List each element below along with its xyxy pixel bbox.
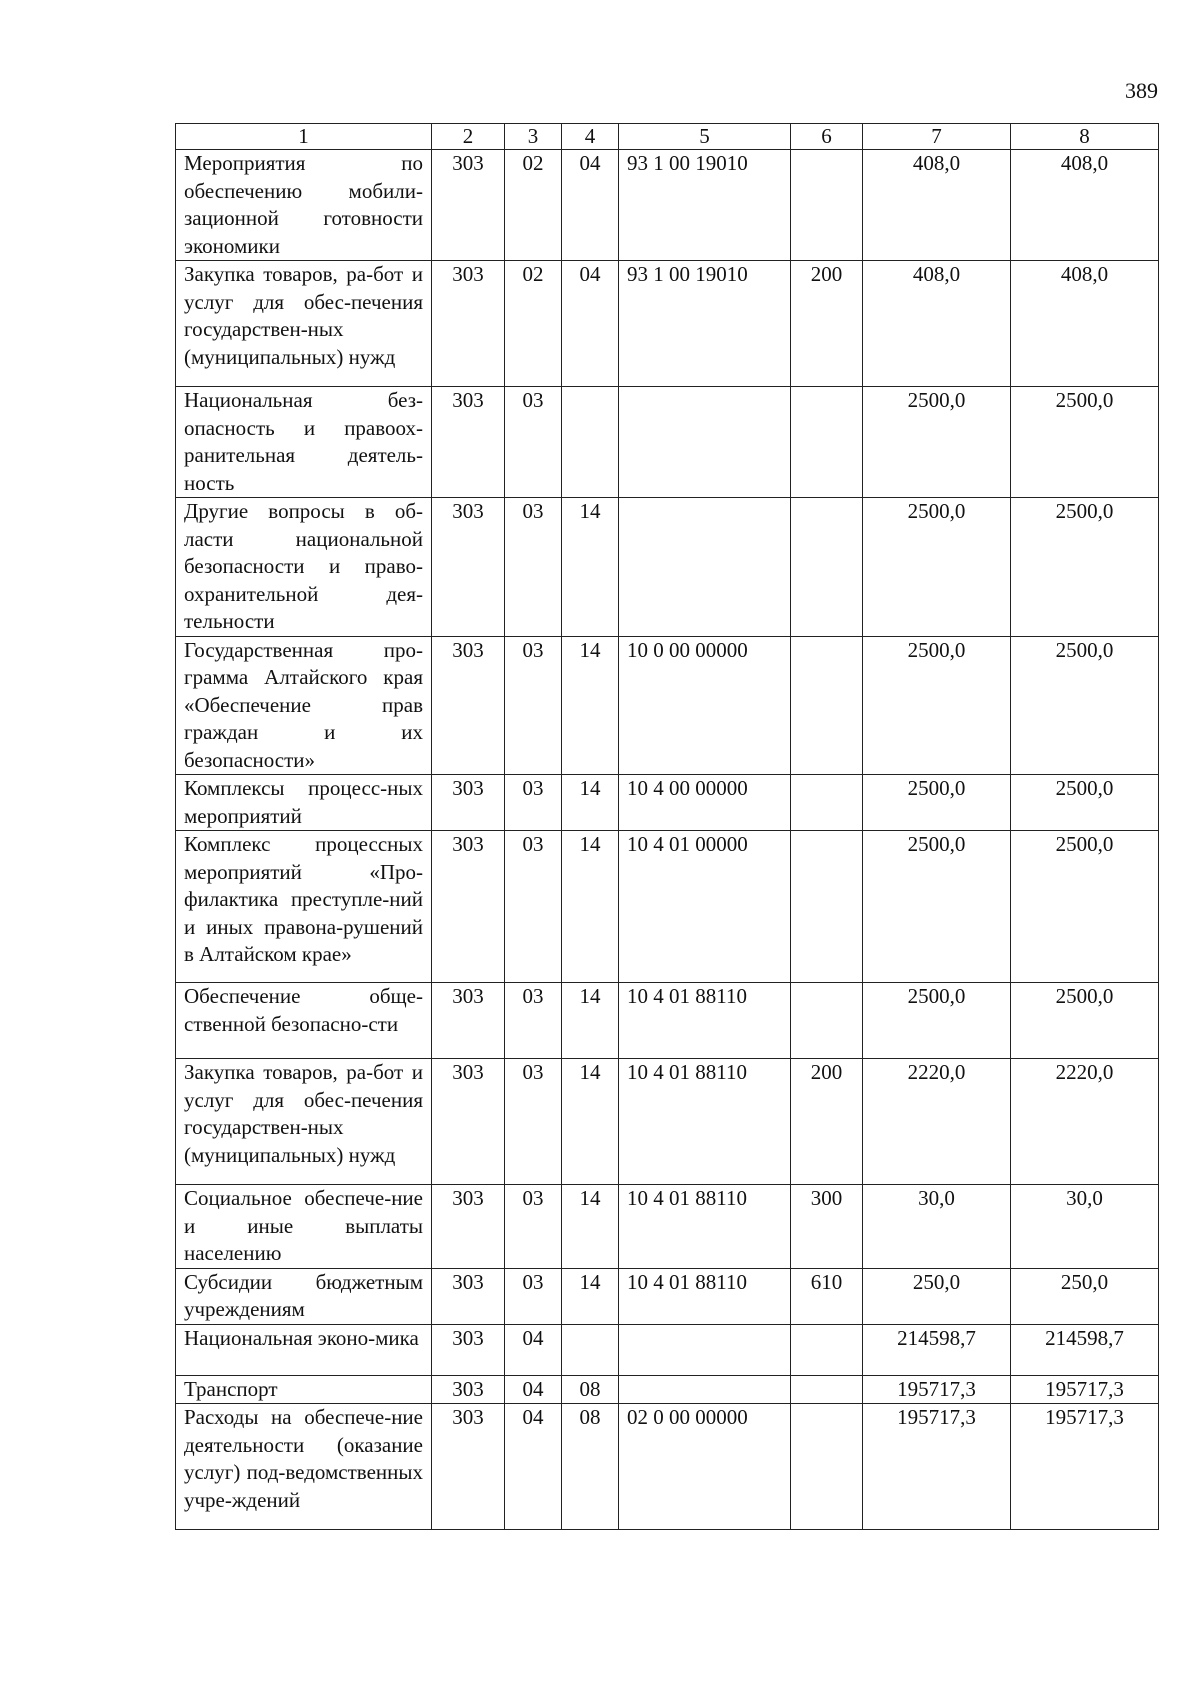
cell-col-5: 10 4 00 00000 — [619, 775, 791, 831]
table-row — [176, 775, 1159, 831]
cell-name: Национальная эконо-мика — [176, 1324, 432, 1375]
cell-name: Другие вопросы в об-ласти национальной безопасности и право-охранительной дея-тельности — [176, 498, 432, 637]
cell-col-3: 03 — [505, 1185, 562, 1269]
cell-name: Комплекс процессных мероприятий «Про-филактика преступле-ний и иных правона-рушений в Алтайском крае» — [176, 831, 432, 983]
cell-col-2: 303 — [432, 636, 505, 775]
cell-col-6 — [791, 1375, 863, 1404]
table-row — [176, 636, 1159, 775]
cell-name: Социальное обеспече-ние и иные выплаты населению — [176, 1185, 432, 1269]
cell-col-2: 303 — [432, 1375, 505, 1404]
cell-col-3: 03 — [505, 775, 562, 831]
cell-col-4: 14 — [562, 775, 619, 831]
table-row — [176, 983, 1159, 1059]
cell-col-4: 14 — [562, 1059, 619, 1185]
page-number: 389 — [1125, 78, 1158, 103]
cell-col-2: 303 — [432, 775, 505, 831]
table-row — [176, 387, 1159, 498]
table-row — [176, 498, 1159, 637]
cell-col-8: 2500,0 — [1011, 831, 1159, 983]
cell-col-5 — [619, 498, 791, 637]
cell-col-5 — [619, 1375, 791, 1404]
cell-col-5: 93 1 00 19010 — [619, 150, 791, 261]
header-col-4: 4 — [562, 124, 619, 150]
cell-col-5 — [619, 387, 791, 498]
cell-col-8: 2220,0 — [1011, 1059, 1159, 1185]
cell-col-5: 02 0 00 00000 — [619, 1404, 791, 1530]
cell-col-4: 14 — [562, 636, 619, 775]
cell-col-4: 08 — [562, 1375, 619, 1404]
cell-col-3: 03 — [505, 1059, 562, 1185]
table-row — [176, 1185, 1159, 1269]
cell-col-2: 303 — [432, 1268, 505, 1324]
cell-col-5: 93 1 00 19010 — [619, 261, 791, 387]
table-row — [176, 1375, 1159, 1404]
cell-col-3: 02 — [505, 150, 562, 261]
cell-col-7: 2220,0 — [863, 1059, 1011, 1185]
cell-col-2: 303 — [432, 983, 505, 1059]
cell-col-5: 10 4 01 00000 — [619, 831, 791, 983]
cell-col-6 — [791, 636, 863, 775]
cell-col-5: 10 4 01 88110 — [619, 983, 791, 1059]
cell-col-2: 303 — [432, 387, 505, 498]
cell-col-7: 408,0 — [863, 261, 1011, 387]
cell-col-8: 30,0 — [1011, 1185, 1159, 1269]
cell-name: Мероприятия по обеспечению мобили-зационной готовности экономики — [176, 150, 432, 261]
cell-col-6 — [791, 498, 863, 637]
cell-col-4: 14 — [562, 983, 619, 1059]
cell-col-3: 02 — [505, 261, 562, 387]
cell-col-6: 610 — [791, 1268, 863, 1324]
cell-col-7: 408,0 — [863, 150, 1011, 261]
cell-name: Национальная без-опасность и правоох-ранительная деятель-ность — [176, 387, 432, 498]
cell-name: Закупка товаров, ра-бот и услуг для обес-печения государствен-ных (муниципальных) нужд — [176, 261, 432, 387]
cell-col-8: 2500,0 — [1011, 498, 1159, 637]
cell-col-6: 300 — [791, 1185, 863, 1269]
cell-name: Государственная про-грамма Алтайского края «Обеспечение прав граждан и их безопасности» — [176, 636, 432, 775]
cell-col-6 — [791, 775, 863, 831]
cell-name: Транспорт — [176, 1375, 432, 1404]
cell-col-7: 214598,7 — [863, 1324, 1011, 1375]
cell-col-3: 03 — [505, 636, 562, 775]
table-row — [176, 1268, 1159, 1324]
cell-col-3: 04 — [505, 1404, 562, 1530]
cell-col-8: 250,0 — [1011, 1268, 1159, 1324]
cell-col-2: 303 — [432, 1404, 505, 1530]
table-body — [176, 150, 1159, 1530]
cell-name: Обеспечение обще-ственной безопасно-сти — [176, 983, 432, 1059]
cell-col-8: 195717,3 — [1011, 1375, 1159, 1404]
cell-col-6 — [791, 150, 863, 261]
cell-col-7: 195717,3 — [863, 1404, 1011, 1530]
cell-col-7: 250,0 — [863, 1268, 1011, 1324]
cell-col-2: 303 — [432, 1324, 505, 1375]
cell-col-8: 214598,7 — [1011, 1324, 1159, 1375]
cell-col-4: 14 — [562, 831, 619, 983]
cell-col-3: 03 — [505, 1268, 562, 1324]
header-col-6: 6 — [791, 124, 863, 150]
cell-col-8: 2500,0 — [1011, 636, 1159, 775]
cell-col-7: 30,0 — [863, 1185, 1011, 1269]
cell-col-7: 2500,0 — [863, 387, 1011, 498]
cell-col-5: 10 4 01 88110 — [619, 1268, 791, 1324]
cell-col-4: 14 — [562, 1185, 619, 1269]
cell-col-5: 10 0 00 00000 — [619, 636, 791, 775]
cell-col-3: 03 — [505, 387, 562, 498]
header-col-1: 1 — [176, 124, 432, 150]
cell-col-7: 2500,0 — [863, 775, 1011, 831]
cell-col-7: 195717,3 — [863, 1375, 1011, 1404]
cell-col-6: 200 — [791, 1059, 863, 1185]
cell-col-7: 2500,0 — [863, 636, 1011, 775]
cell-col-3: 04 — [505, 1324, 562, 1375]
cell-col-6: 200 — [791, 261, 863, 387]
cell-col-6 — [791, 831, 863, 983]
cell-col-8: 2500,0 — [1011, 775, 1159, 831]
cell-name: Закупка товаров, ра-бот и услуг для обес-печения государствен-ных (муниципальных) нужд — [176, 1059, 432, 1185]
cell-col-6 — [791, 1324, 863, 1375]
header-col-8: 8 — [1011, 124, 1159, 150]
cell-col-3: 03 — [505, 831, 562, 983]
cell-col-6 — [791, 387, 863, 498]
cell-col-5: 10 4 01 88110 — [619, 1185, 791, 1269]
cell-col-7: 2500,0 — [863, 498, 1011, 637]
cell-col-4: 14 — [562, 498, 619, 637]
cell-col-2: 303 — [432, 261, 505, 387]
cell-col-4 — [562, 1324, 619, 1375]
cell-col-8: 2500,0 — [1011, 983, 1159, 1059]
cell-col-4: 08 — [562, 1404, 619, 1530]
header-col-2: 2 — [432, 124, 505, 150]
cell-col-6 — [791, 1404, 863, 1530]
table-header — [176, 124, 1159, 150]
table-row — [176, 150, 1159, 261]
cell-col-3: 03 — [505, 498, 562, 637]
cell-col-6 — [791, 983, 863, 1059]
budget-table — [175, 123, 1159, 1530]
table-row — [176, 1059, 1159, 1185]
header-col-5: 5 — [619, 124, 791, 150]
cell-col-7: 2500,0 — [863, 983, 1011, 1059]
cell-col-4: 04 — [562, 150, 619, 261]
cell-col-8: 2500,0 — [1011, 387, 1159, 498]
header-col-3: 3 — [505, 124, 562, 150]
cell-name: Расходы на обеспече-ние деятельности (оказание услуг) под-ведомственных учре-ждений — [176, 1404, 432, 1530]
cell-col-2: 303 — [432, 1185, 505, 1269]
cell-col-8: 408,0 — [1011, 150, 1159, 261]
cell-col-4: 04 — [562, 261, 619, 387]
cell-col-3: 04 — [505, 1375, 562, 1404]
table-row — [176, 1324, 1159, 1375]
cell-col-4 — [562, 387, 619, 498]
header-col-7: 7 — [863, 124, 1011, 150]
cell-name: Комплексы процесс-ных мероприятий — [176, 775, 432, 831]
cell-name: Субсидии бюджетным учреждениям — [176, 1268, 432, 1324]
cell-col-2: 303 — [432, 1059, 505, 1185]
cell-col-2: 303 — [432, 831, 505, 983]
cell-col-2: 303 — [432, 498, 505, 637]
table-row — [176, 831, 1159, 983]
table-row — [176, 261, 1159, 387]
cell-col-4: 14 — [562, 1268, 619, 1324]
cell-col-3: 03 — [505, 983, 562, 1059]
table-row — [176, 1404, 1159, 1530]
cell-col-8: 408,0 — [1011, 261, 1159, 387]
cell-col-5 — [619, 1324, 791, 1375]
cell-col-8: 195717,3 — [1011, 1404, 1159, 1530]
header-row — [176, 124, 1159, 150]
cell-col-2: 303 — [432, 150, 505, 261]
cell-col-5: 10 4 01 88110 — [619, 1059, 791, 1185]
cell-col-7: 2500,0 — [863, 831, 1011, 983]
